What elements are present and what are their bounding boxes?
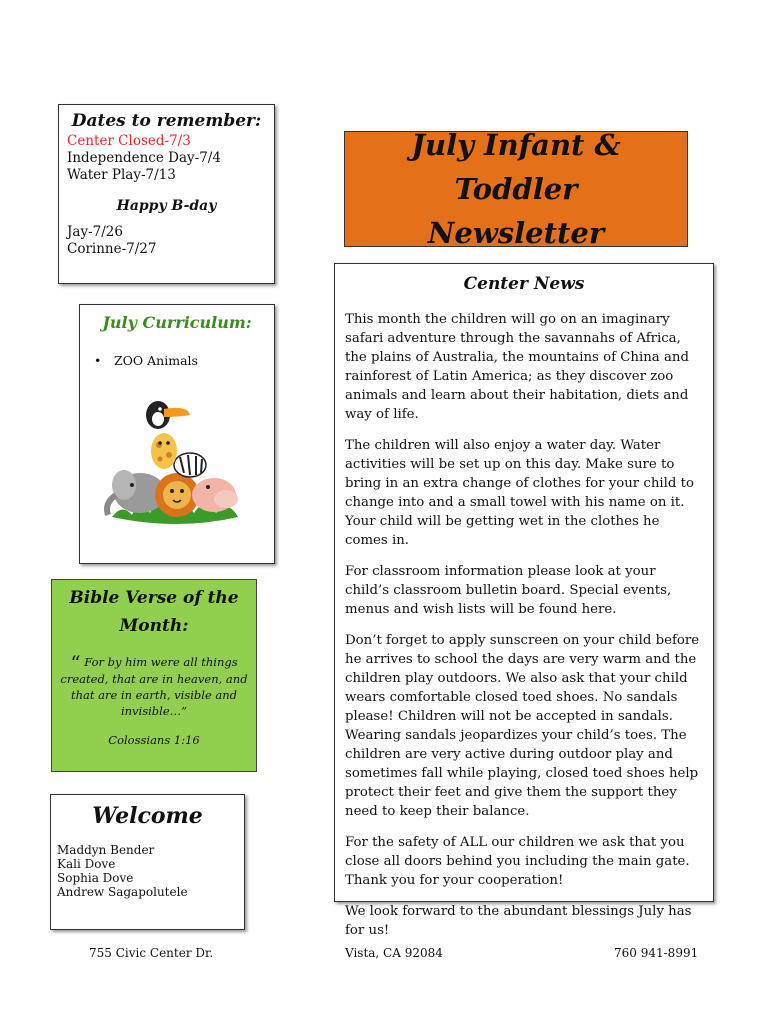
curriculum-box	[79, 304, 275, 564]
news-paragraph: For classroom information please look at your child’s classroom bulletin board. Special events, menus and wish lists will be found here.	[345, 564, 672, 617]
welcome-name: Sophia Dove	[57, 871, 134, 885]
bullet-icon: •	[94, 353, 102, 368]
title-line-1: July Infant & Toddler	[411, 128, 621, 206]
bible-heading-line-1: Bible Verse of the	[69, 588, 239, 608]
title-line-2: Newsletter	[427, 216, 605, 250]
verse-reference: Colossians 1:16	[108, 733, 200, 747]
welcome-heading: Welcome	[92, 803, 203, 829]
bible-verse-heading	[52, 584, 256, 640]
center-closed-date: Center Closed-7/3	[67, 133, 191, 149]
bible-verse-text	[58, 651, 250, 719]
news-paragraph: This month the children will go on an imaginary safari adventure through the savannahs of Africa, the plains of Australia, the mountains of China and rainforest of Latin America; as they discover zoo animals and learn about their habitation, diets and way of life.	[345, 312, 689, 422]
newsletter-title-box	[344, 128, 688, 250]
welcome-name: Kali Dove	[57, 857, 116, 871]
birthday-heading: Happy B-day	[116, 198, 217, 214]
news-paragraph: We look forward to the abundant blessings July has for us!	[345, 904, 692, 938]
curriculum-heading: July Curriculum:	[102, 313, 252, 332]
center-news-heading: Center News	[463, 274, 585, 294]
news-paragraph: The children will also enjoy a water day. Water activities will be set up on this day. Make sure to bring in an extra change of clothes for your child to change into and a small towel with his name on it. Your child will be getting wet in the clothes he comes in.	[345, 438, 694, 548]
water-play-date: Water Play-7/13	[67, 167, 176, 183]
bible-verse-box	[51, 579, 257, 772]
verse-body: For by him were all things created, that are in heaven, and that are in earth, visible and invisible…”	[60, 655, 248, 718]
curriculum-item	[94, 353, 198, 368]
footer-phone: 760 941-8991	[614, 946, 699, 960]
newsletter-title	[345, 123, 687, 255]
bible-heading-line-2: Month:	[119, 616, 189, 636]
dates-heading: Dates to remember:	[71, 111, 262, 131]
curriculum-item-label: ZOO Animals	[113, 353, 198, 368]
news-paragraph: Don’t forget to apply sunscreen on your child before he arrives to school the days are very warm and the children play outdoors. We also ask that your child wears comfortable closed toed shoes. No sandals please! Children will not be accepted in sandals. Wearing sandals jeopardizes your child’s toes. The children are very active during outdoor play and sometimes fall while playing, closed toed shoes help protect their feet and give them the support they need to keep their balance.	[345, 633, 700, 819]
footer-address: 755 Civic Center Dr.	[89, 946, 214, 960]
dates-box	[58, 104, 275, 284]
center-news-box	[334, 263, 714, 938]
birthday-item: Corinne-7/27	[67, 241, 157, 257]
welcome-name: Maddyn Bender	[57, 843, 155, 857]
open-quote-mark: “	[70, 651, 81, 675]
zoo-animals-illustration	[102, 385, 252, 531]
news-paragraph: For the safety of ALL our children we ask that you close all doors behind you including the main gate. Thank you for your cooperation!	[345, 835, 690, 888]
footer-city: Vista, CA 92084	[345, 946, 443, 960]
birthday-item: Jay-7/26	[67, 224, 123, 240]
independence-day-date: Independence Day-7/4	[67, 150, 221, 166]
welcome-box	[50, 794, 245, 930]
welcome-name: Andrew Sagapolutele	[57, 885, 188, 899]
